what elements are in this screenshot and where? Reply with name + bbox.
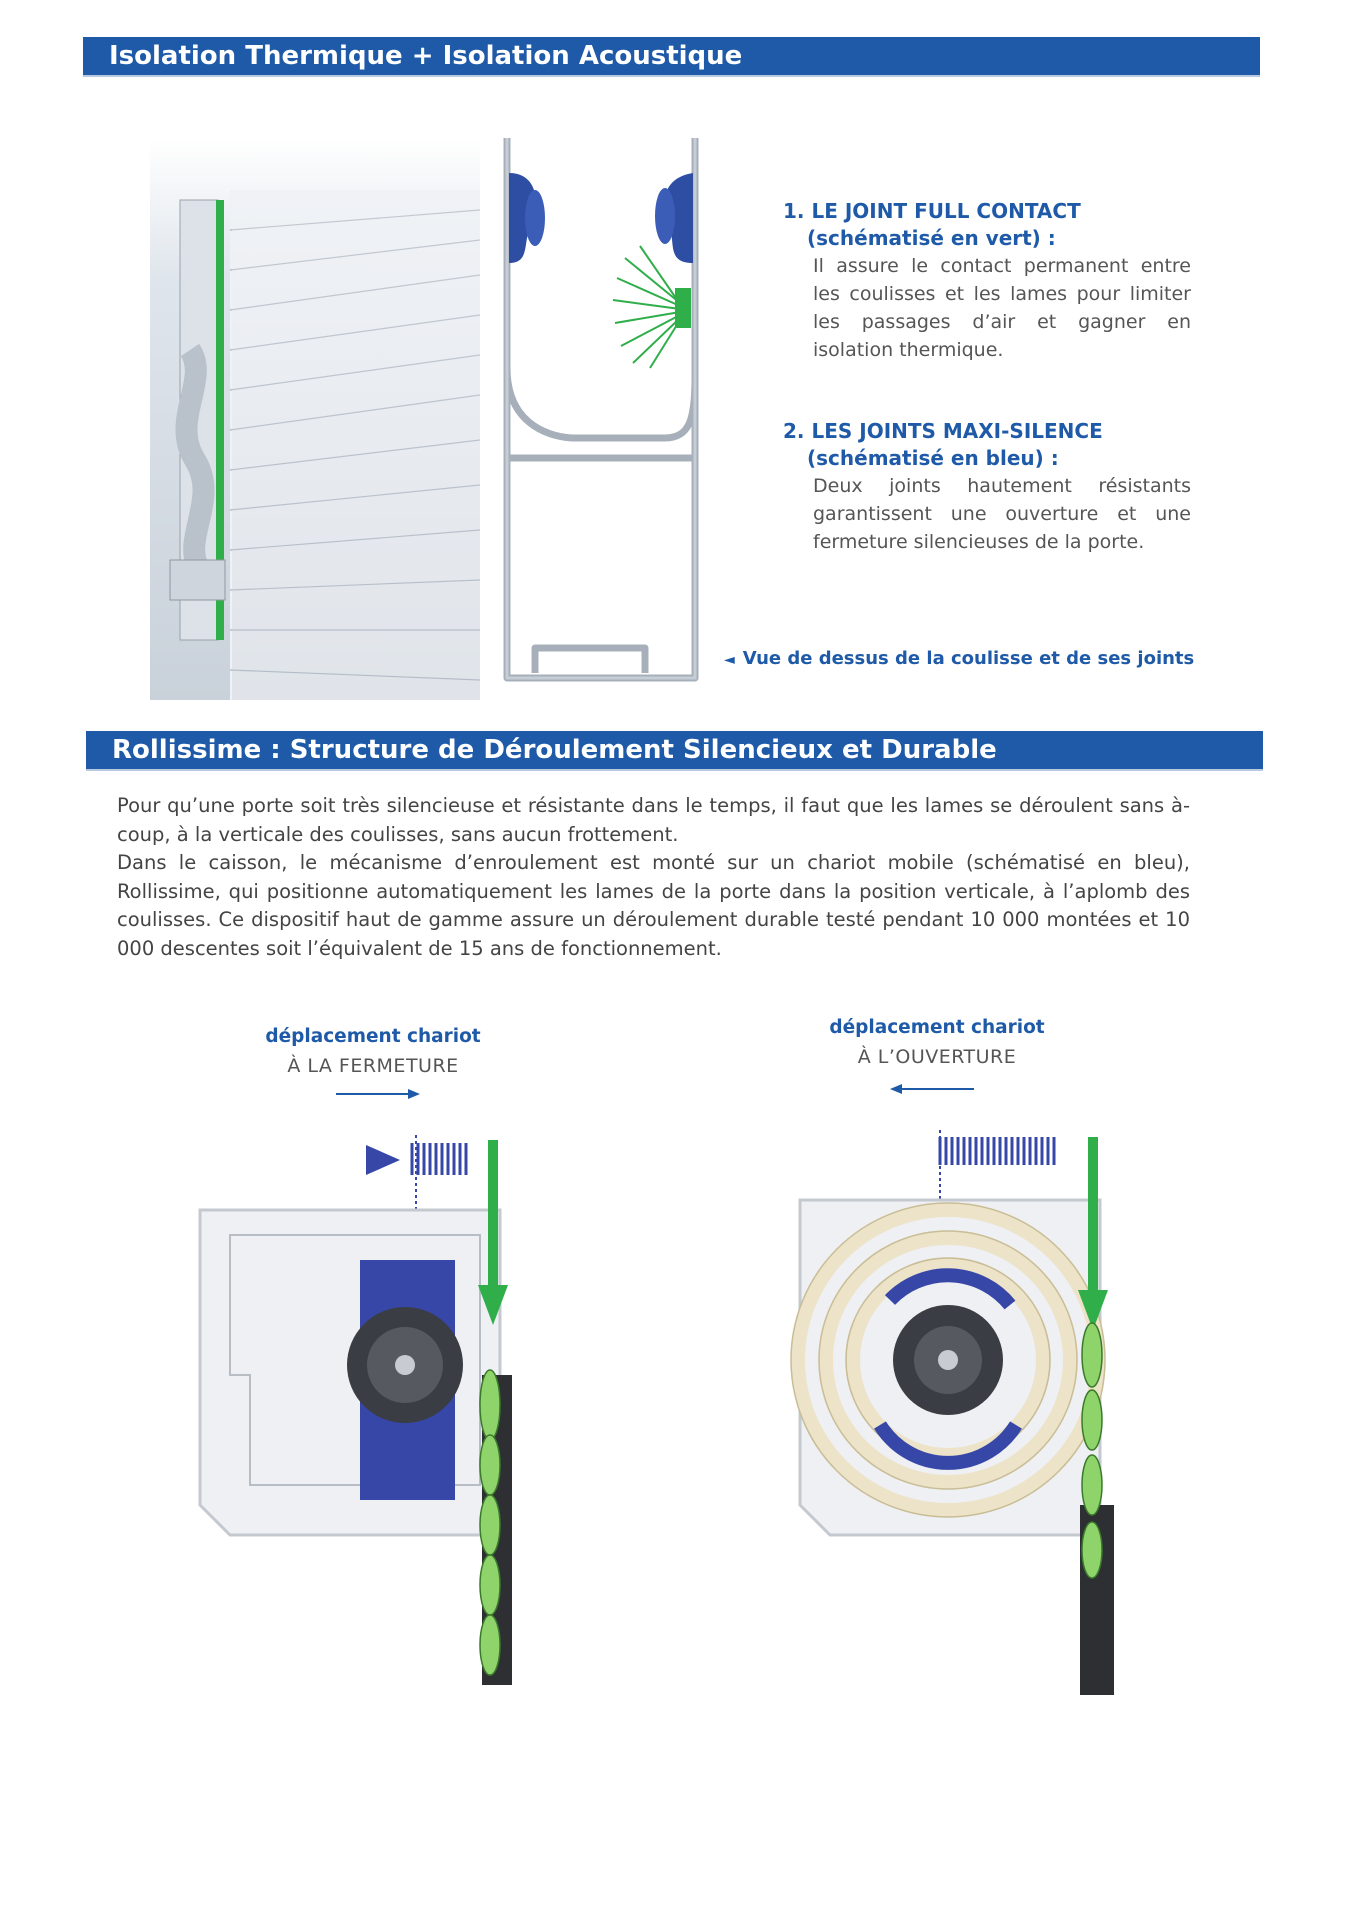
slat-illustration (150, 140, 480, 700)
feature-title: 1. LE JOINT FULL CONTACT (783, 199, 1081, 223)
paragraph: Dans le caisson, le mécanisme d’enroulement est monté sur un chariot mobile (schématisé en bleu), Rollissime, qui positionne automatiquement les lames de la porte dans la position verticale, à l’aplomb des coulisses. Ce dispositif haut de gamme assure un déroulement durable testé pendant 10 000 montées et 10 000 descentes soit l’équivalent de 15 ans de fonctionnement. (117, 851, 1190, 960)
body-text (117, 792, 1190, 963)
feature-maxi-silence (783, 418, 1191, 556)
direction-arrow-icon (366, 1145, 400, 1175)
section-title-isolation: Isolation Thermique + Isolation Acoustique (83, 37, 1260, 75)
feature-title: 2. LES JOINTS MAXI-SILENCE (783, 419, 1103, 443)
feature-subtitle: (schématisé en bleu) : (807, 446, 1059, 470)
feature-full-contact (783, 198, 1191, 364)
label-closing: déplacement chariot À LA FERMETURE (265, 1026, 481, 1077)
triangle-left-icon: ◄ (724, 652, 735, 668)
feature-description: Deux joints hautement résistants garantissent une ouverture et une fermeture silencieuses de la porte. (813, 475, 1191, 553)
mechanism-closing-diagram (190, 1075, 530, 1695)
feature-description: Il assure le contact permanent entre les coulisses et les lames pour limiter les passages d’air et gagner en isolation thermique. (813, 255, 1191, 361)
section-title-rollissime: Rollissime : Structure de Déroulement Silencieux et Durable (86, 731, 1263, 769)
feature-subtitle: (schématisé en vert) : (807, 226, 1056, 250)
label-opening: déplacement chariot À L’OUVERTURE (829, 1017, 1045, 1068)
paragraph: Pour qu’une porte soit très silencieuse et résistante dans le temps, il faut que les lames se déroulent sans à-coup, à la verticale des coulisses, sans aucun frottement. (117, 794, 1190, 846)
mechanism-opening-diagram (780, 1065, 1140, 1705)
diagram-caption: ◄ Vue de dessus de la coulisse et de ses joints (724, 648, 1195, 669)
rail-top-view-diagram (495, 128, 715, 698)
